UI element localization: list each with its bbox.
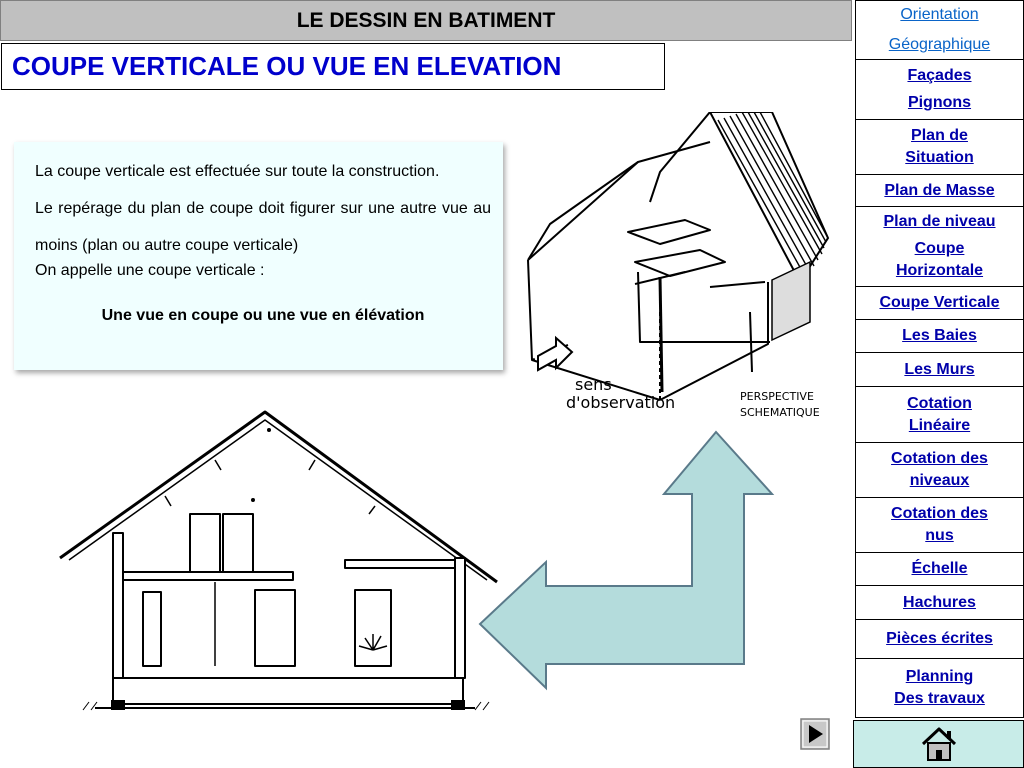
perspective-drawing (510, 112, 830, 422)
nav-item-label: Linéaire (908, 416, 971, 434)
nav-item-planning[interactable] (855, 658, 1024, 718)
nav-item-plan-situation[interactable] (855, 119, 1024, 175)
nav-item-plan-masse[interactable] (855, 174, 1024, 207)
nav-item-label: Orientation (900, 6, 979, 23)
nav-item-label: Les Murs (904, 360, 975, 378)
nav-item-label: Cotation (907, 394, 972, 412)
observation-arrow-label-1: sens (575, 375, 612, 394)
nav-item-coupe-verticale[interactable] (855, 286, 1024, 320)
nav-item-label: Coupe (914, 240, 965, 257)
nav-item-baies[interactable] (855, 319, 1024, 353)
elbow-arrow-icon (476, 428, 776, 692)
description-conclusion: Une vue en coupe ou une vue en élévation (101, 307, 425, 324)
nav-item-label: Plan de Masse (884, 181, 995, 199)
nav-item-hachures[interactable] (855, 585, 1024, 620)
nav-item-cotation-nus[interactable] (855, 497, 1024, 553)
description-box (14, 142, 503, 370)
nav-item-cotation-lineaire[interactable] (855, 386, 1024, 443)
perspective-caption-2: SCHEMATIQUE (740, 406, 820, 419)
nav-item-label: Planning (905, 668, 974, 685)
description-paragraph-2: Le repérage du plan de coupe doit figurer sur une autre vue au moins (plan ou autre coupe verticale) (35, 200, 491, 254)
description-paragraph-3: On appelle une coupe verticale : (35, 262, 265, 279)
nav-item-label: Coupe Verticale (879, 294, 1000, 311)
nav-item-label: Géographique (888, 36, 991, 53)
cross-section-drawing (55, 410, 500, 715)
nav-item-orientation[interactable] (855, 0, 1024, 60)
perspective-caption-1: PERSPECTIVE (740, 390, 814, 403)
nav-item-label: Plan de niveau (883, 213, 996, 230)
nav-item-label: Plan de (911, 127, 968, 144)
nav-item-murs[interactable] (855, 352, 1024, 387)
header-title: LE DESSIN EN BATIMENT (0, 0, 852, 41)
home-button[interactable] (853, 720, 1024, 768)
nav-item-label: Les Baies (902, 327, 977, 344)
nav-item-pieces-ecrites[interactable] (855, 619, 1024, 659)
description-paragraph-1: La coupe verticale est effectuée sur toute la construction. (35, 163, 440, 180)
sidebar-nav (855, 0, 1024, 718)
house-icon (919, 726, 959, 762)
nav-item-label: Cotation des (891, 450, 988, 467)
nav-item-label: Des travaux (894, 690, 985, 707)
nav-item-label: Situation (905, 149, 974, 166)
nav-item-label: Façades (907, 67, 972, 84)
nav-item-plan-niveau[interactable] (855, 206, 1024, 287)
nav-item-label: Échelle (911, 560, 968, 577)
nav-item-label: Pièces écrites (886, 630, 993, 647)
nav-item-echelle[interactable] (855, 552, 1024, 586)
nav-item-facades[interactable] (855, 59, 1024, 120)
nav-item-label: Cotation des (891, 505, 988, 522)
play-triangle-icon (800, 718, 830, 750)
page-title: COUPE VERTICALE OU VUE EN ELEVATION (1, 43, 665, 90)
nav-item-label: nus (925, 527, 954, 544)
observation-arrow-label-2: d'observation (566, 393, 676, 412)
nav-item-label: Horizontale (895, 262, 984, 279)
nav-item-label: Pignons (907, 94, 972, 111)
nav-item-label: niveaux (909, 472, 970, 489)
next-button[interactable] (800, 718, 830, 750)
nav-item-label: Hachures (903, 593, 976, 611)
nav-item-cotation-niveaux[interactable] (855, 442, 1024, 498)
